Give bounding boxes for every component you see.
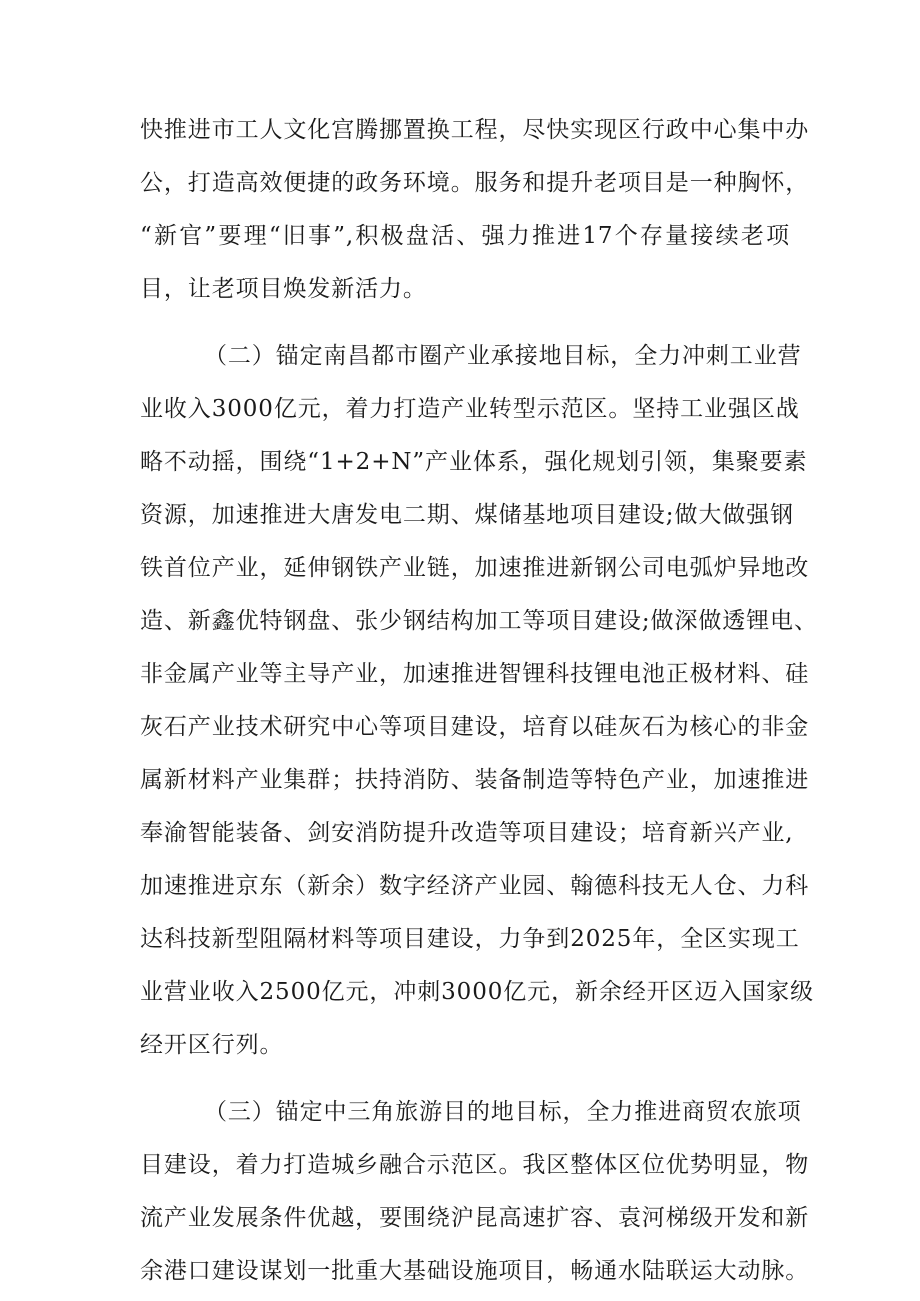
text-line: 余港口建设谋划一批重大基础设施项目，畅通水陆联运大动脉。 — [140, 1258, 810, 1284]
text-line: 业营业收入2500亿元，冲刺3000亿元，新余经开区迈入国家级 — [140, 979, 814, 1005]
text-line: 流产业发展条件优越，要围绕沪昆高速扩容、袁河梯级开发和新 — [140, 1205, 810, 1231]
document-page — [140, 104, 818, 1298]
text-line: 目，让老项目焕发新活力。 — [140, 276, 427, 302]
text-line: 铁首位产业，延伸钢铁产业链，加速推进新钢公司电弧炉异地改 — [140, 555, 810, 581]
text-line: 灰石产业技术研究中心等项目建设，培育以硅灰石为核心的非金 — [140, 714, 810, 740]
text-line: 公，打造高效便捷的政务环境。服务和提升老项目是一种胸怀， — [140, 170, 810, 196]
paragraph-1 — [140, 104, 810, 316]
text-line: 达科技新型阻隔材料等项目建设，力争到2025年，全区实现工 — [140, 926, 800, 952]
paragraph-3 — [140, 1086, 810, 1298]
text-line: 经开区行列。 — [140, 1032, 284, 1058]
text-line: 奉渝智能装备、剑安消防提升改造等项目建设；培育新兴产业, — [140, 820, 794, 846]
text-line: （三）锚定中三角旅游目的地目标，全力推进商贸农旅项 — [204, 1099, 802, 1125]
text-line: 属新材料产业集群；扶持消防、装备制造等特色产业，加速推进 — [140, 767, 810, 793]
text-line: 资源，加速推进大唐发电二期、煤储基地项目建设;做大做强钢 — [140, 502, 794, 528]
paragraph-2 — [140, 330, 818, 1072]
text-line: 快推进市工人文化宫腾挪置换工程，尽快实现区行政中心集中办 — [140, 117, 810, 143]
text-line: （二）锚定南昌都市圈产业承接地目标，全力冲刺工业营 — [204, 343, 802, 369]
text-line: 非金属产业等主导产业，加速推进智锂科技锂电池正极材料、硅 — [140, 661, 810, 687]
text-line: 加速推进京东（新余）数字经济产业园、翰德科技无人仓、力科 — [140, 873, 810, 899]
text-line: 略不动摇，围绕“1+2+N”产业体系，强化规划引领，集聚要素 — [140, 449, 808, 475]
text-line: “新官”要理“旧事”,积极盘活、强力推进17个存量接续老项 — [140, 223, 790, 249]
text-line: 业收入3000亿元，着力打造产业转型示范区。坚持工业强区战 — [140, 396, 800, 422]
text-line: 造、新鑫优特钢盘、张少钢结构加工等项目建设;做深做透锂电、 — [140, 608, 818, 634]
text-line: 目建设，着力打造城乡融合示范区。我区整体区位优势明显，物 — [140, 1152, 810, 1178]
